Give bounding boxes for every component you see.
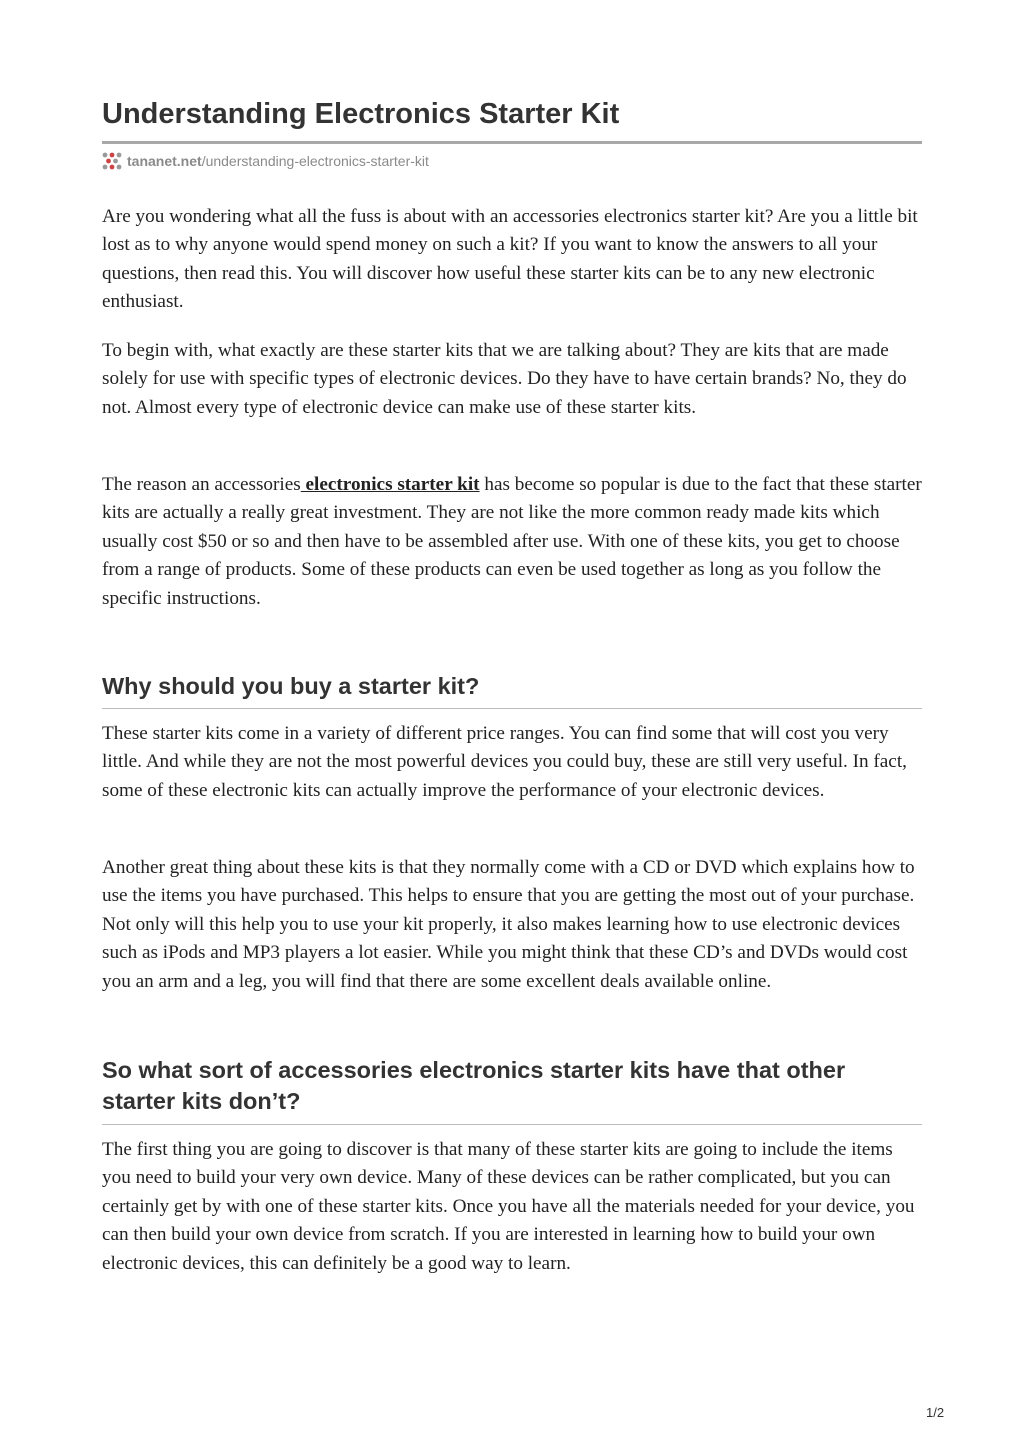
site-logo-icon xyxy=(102,152,122,170)
page-number: 1/2 xyxy=(926,1405,945,1420)
electronics-starter-kit-link[interactable]: electronics starter kit xyxy=(300,474,480,495)
section-heading-accessories: So what sort of accessories electronics starter kits have that other starter kits don’t? xyxy=(102,1057,846,1114)
paragraph-reason-end: has become so popular is due to the fact that these starter kits are actually a really great investment. They are not like the more common ready made kits which usually cost $50 or so and then have to be assembled after use. With one of these kits, you get to choose from a range of products. Some of these products can even be used together as long as you follow the specific instructions. xyxy=(102,474,922,609)
paragraph-reason-start: The reason an accessories xyxy=(102,474,301,495)
paragraph-cd-dvd: Another great thing about these kits is that they normally come with a CD or DVD which explains how to use the items you have purchased. This helps to ensure that you are getting the most out of your purchase. Not only will this help you to use your kit properly, it also makes learning how to use electronic devices such as iPods and MP3 players a lot easier. While you might think that these CD’s and DVDs would cost you an arm and a leg, you will find that there are some excellent deals available online. xyxy=(102,857,915,992)
page-title: Understanding Electronics Starter Kit xyxy=(102,98,620,130)
source-path[interactable]: /understanding-electronics-starter-kit xyxy=(201,153,429,169)
source-domain[interactable]: tananet.net xyxy=(127,153,202,169)
paragraph-definition: To begin with, what exactly are these starter kits that we are talking about? They are kits that are made solely for use with specific types of electronic devices. Do they have to have certain brands? No, they do not. Almost every type of electronic device can make use of these starter kits. xyxy=(102,340,907,418)
section-divider xyxy=(102,1124,922,1125)
section-divider xyxy=(102,708,922,709)
paragraph-intro: Are you wondering what all the fuss is about with an accessories electronics starter kit? Are you a little bit lost as to why anyone would spend money on such a kit? If you want to know the answers to all your questions, then read this. You will discover how useful these starter kits can be to any new electronic enthusiast. xyxy=(102,206,918,313)
paragraph-build-device: The first thing you are going to discover is that many of these starter kits are going to include the items you need to build your very own device. Many of these devices can be rather complicated, but you can certainly get by with one of these starter kits. Once you have all the materials needed for your device, you can then build your own device from scratch. If you are interested in learning how to build your own electronic devices, this can definitely be a good way to learn. xyxy=(102,1139,915,1274)
source-link[interactable] xyxy=(102,150,429,172)
title-divider xyxy=(102,141,922,144)
section-heading-why-buy: Why should you buy a starter kit? xyxy=(102,673,480,699)
paragraph-price-ranges: These starter kits come in a variety of different price ranges. You can find some that will cost you very little. And while they are not the most powerful devices you could buy, these are still very useful. In fact, some of these electronic kits can actually improve the performance of your electronic devices. xyxy=(102,723,907,801)
paragraph-reason xyxy=(102,471,922,613)
